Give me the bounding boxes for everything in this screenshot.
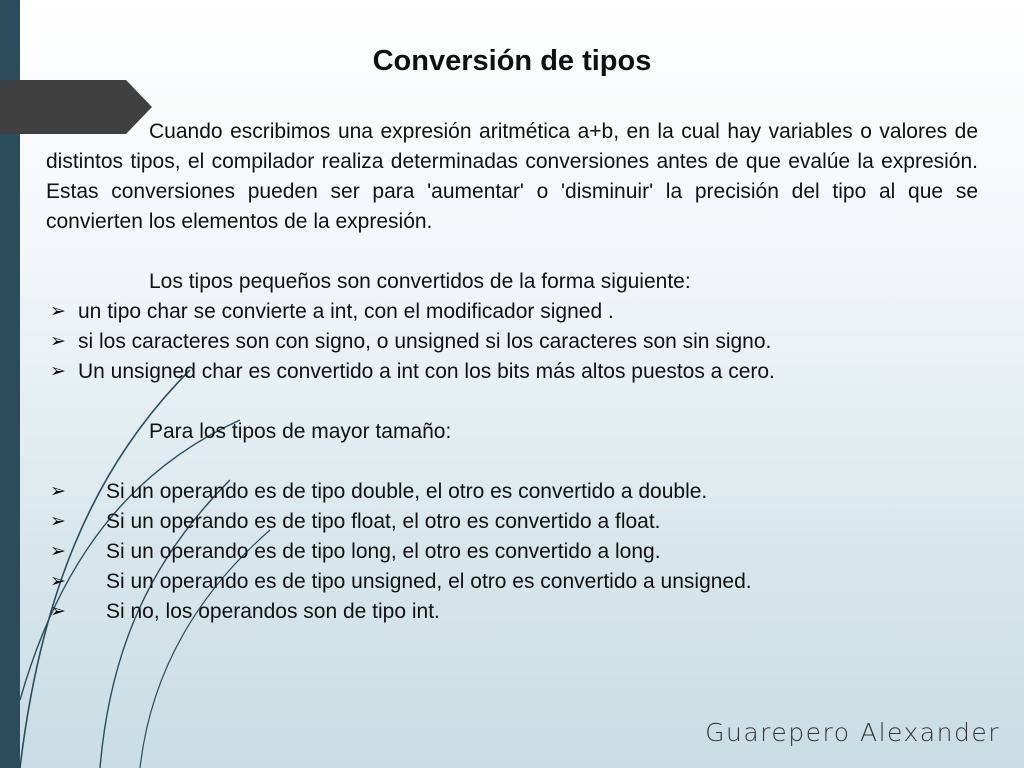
list-item-text: si los caracteres son con signo, o unsigned si los caracteres son sin signo.: [78, 330, 772, 353]
slide-title: Conversión de tipos: [372, 45, 652, 77]
list-item-text: Un unsigned char es convertido a int con los bits más altos puestos a cero.: [78, 360, 775, 383]
list-item: [46, 537, 978, 567]
list-item-text: un tipo char se convierte a int, con el modificador signed .: [78, 300, 614, 323]
list-item: [46, 567, 978, 597]
list-item-text: Si un operando es de tipo unsigned, el otro es convertido a unsigned.: [106, 570, 752, 593]
list-item: [46, 507, 978, 537]
arrow-bullet-icon: ➢: [50, 541, 66, 562]
list-item-text: Si un operando es de tipo long, el otro es convertido a long.: [106, 540, 661, 563]
list-item: [46, 327, 978, 357]
arrow-bullet-icon: ➢: [50, 481, 66, 502]
arrow-bullet-icon: ➢: [50, 331, 66, 352]
arrow-bullet-icon: ➢: [50, 511, 66, 532]
list-item-text: Si un operando es de tipo double, el otro es convertido a double.: [106, 480, 708, 503]
small-types-heading: Los tipos pequeños son convertidos de la forma siguiente:: [149, 270, 691, 293]
arrow-bullet-icon: ➢: [50, 301, 66, 322]
list-item: [46, 597, 978, 627]
arrow-bullet-icon: ➢: [50, 601, 66, 622]
large-types-heading: Para los tipos de mayor tamaño:: [149, 420, 452, 443]
list-item-text: Si no, los operandos son de tipo int.: [106, 600, 440, 623]
list-item: [46, 477, 978, 507]
author-name: Guarepero Alexander: [705, 718, 1000, 747]
arrow-bullet-icon: ➢: [50, 571, 66, 592]
large-types-list: [46, 477, 978, 627]
list-item-text: Si un operando es de tipo float, el otro es convertido a float.: [106, 510, 661, 533]
small-types-list: [46, 297, 978, 387]
arrow-bullet-icon: ➢: [50, 361, 66, 382]
intro-paragraph: Cuando escribimos una expresión aritmética a+b, en la cual hay variables o valores de distintos tipos, el compilador realiza determinadas conversiones antes de que evalúe la expresión. Estas conversiones pueden ser para 'aumentar' o 'disminuir' la precisión del tipo al que se convierten los elementos de la expresión.: [46, 120, 978, 233]
list-item: [46, 297, 978, 327]
slide-content: [46, 117, 978, 627]
list-item: [46, 357, 978, 387]
